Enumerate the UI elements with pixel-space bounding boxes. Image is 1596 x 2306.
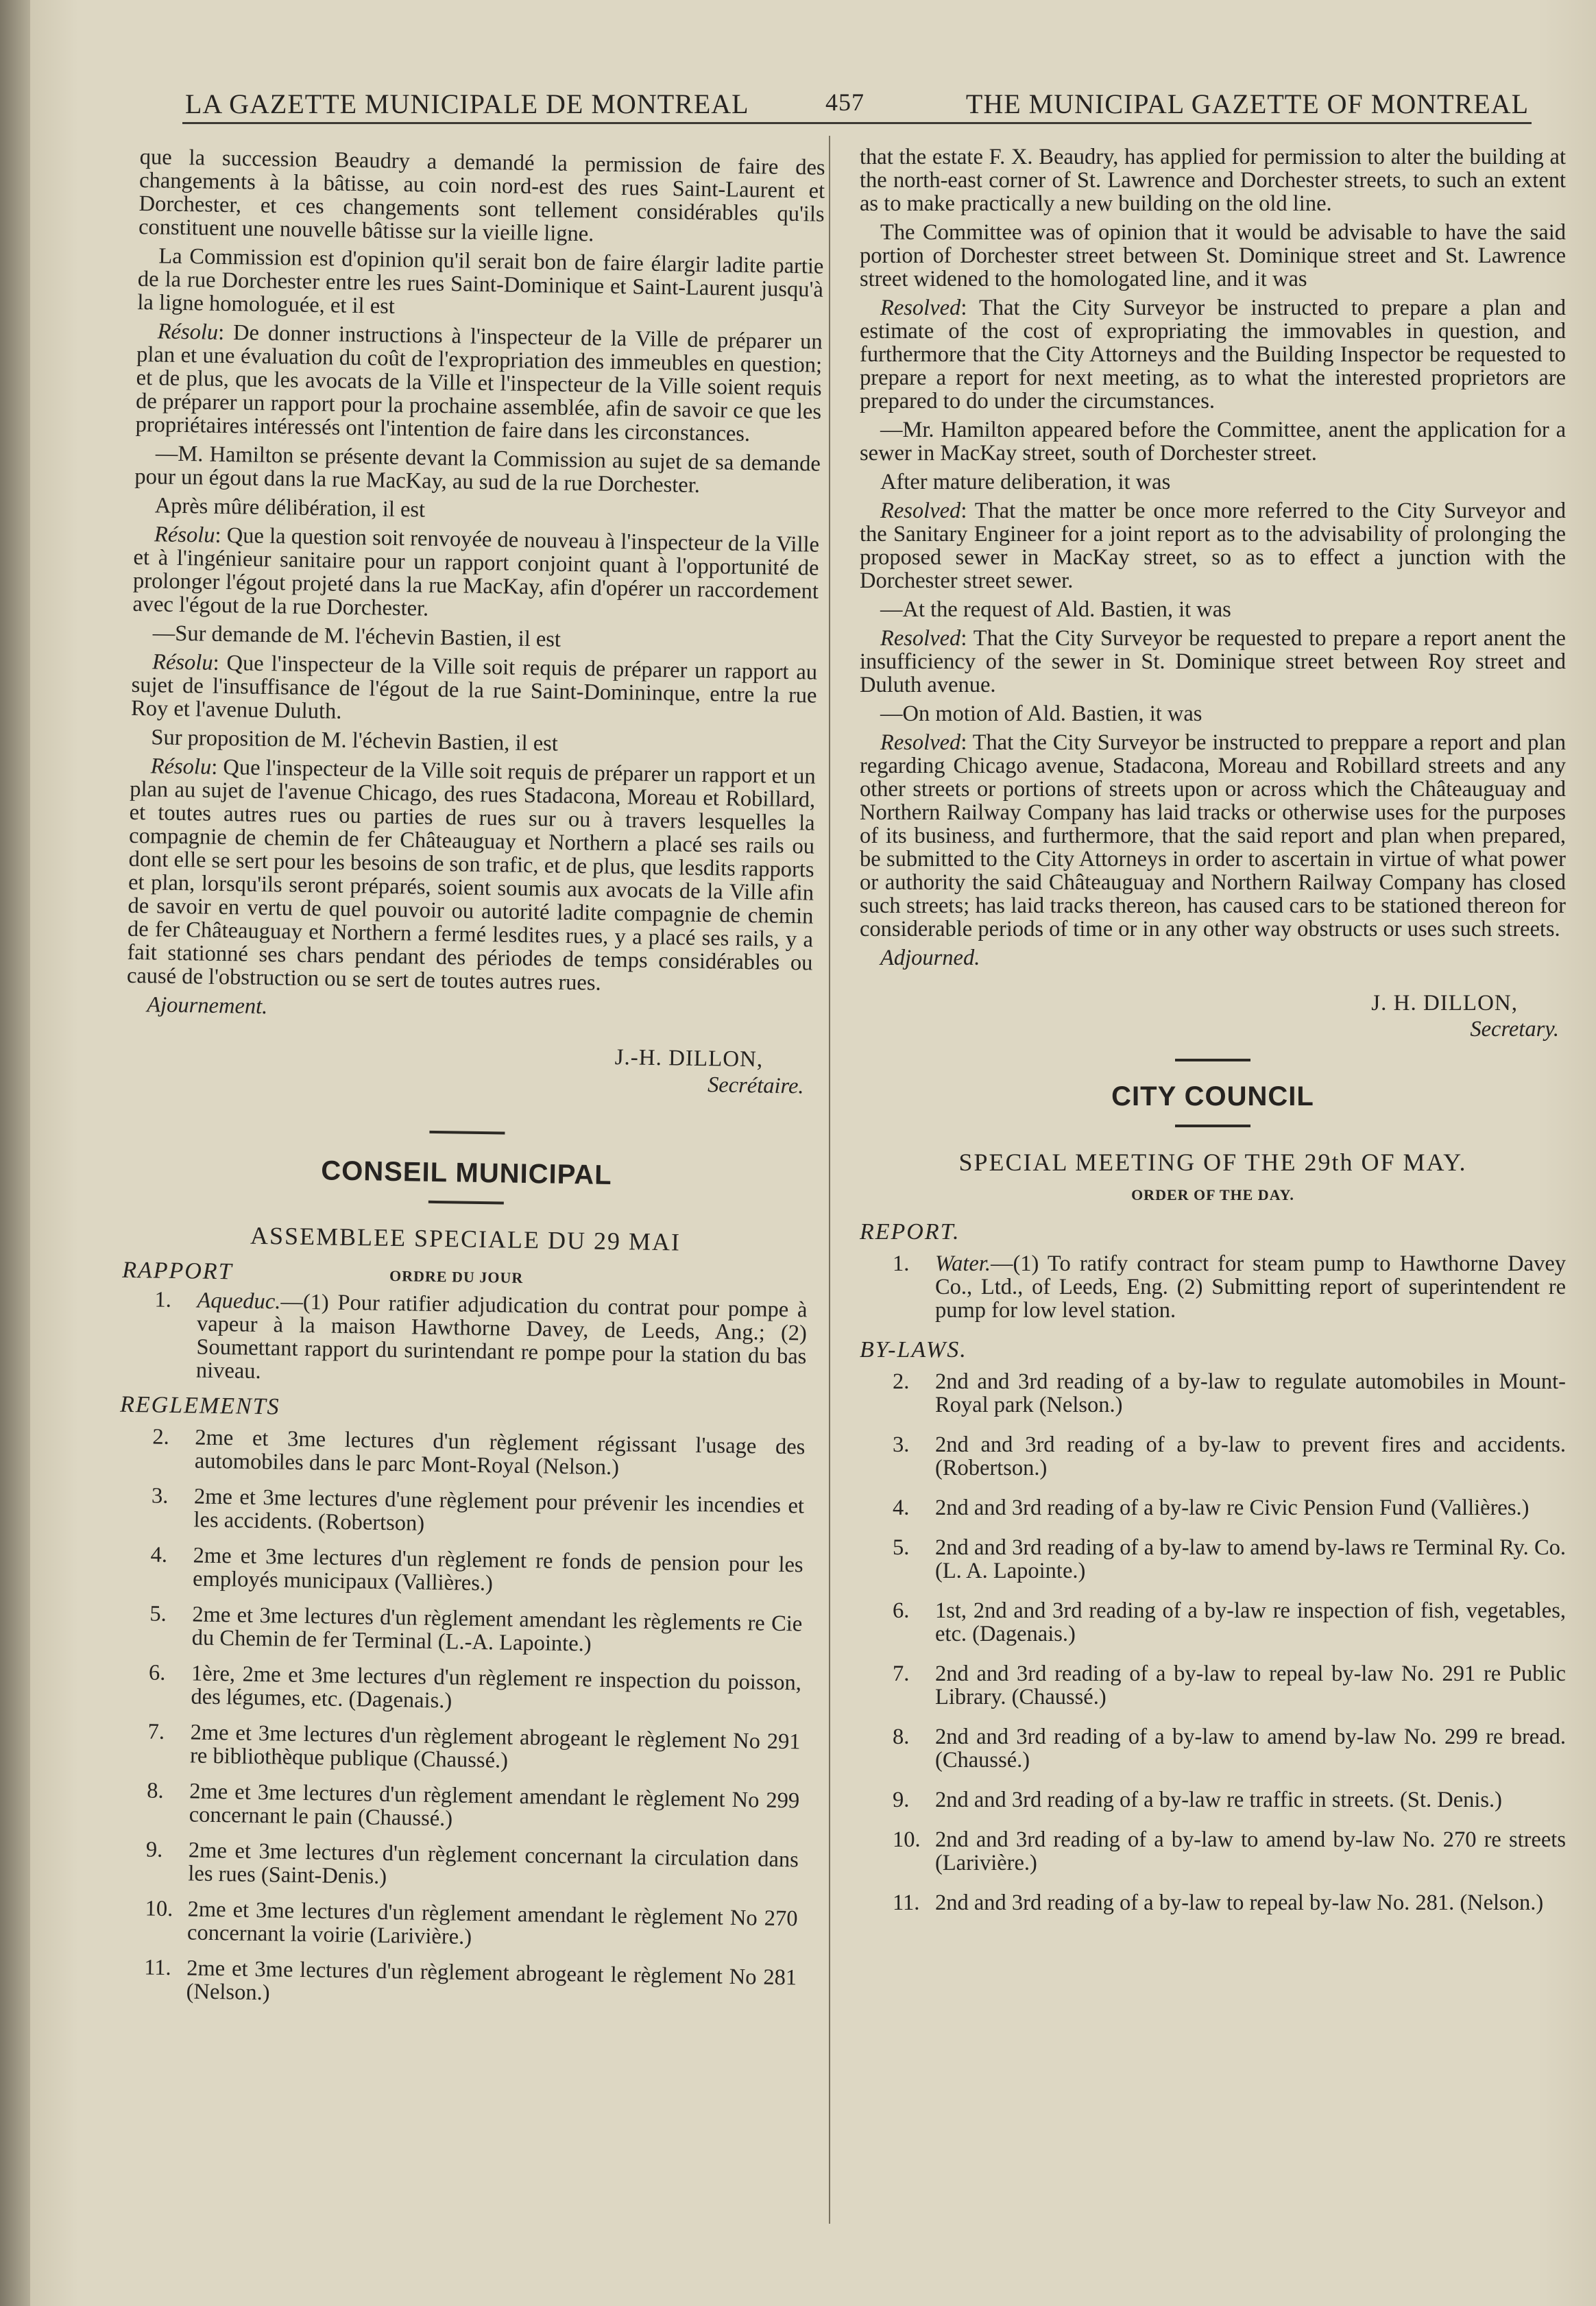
report-label: RAPPORT xyxy=(121,1257,233,1285)
bylaws-list xyxy=(860,1370,1566,1914)
order-of-day-label: ORDER OF THE DAY. xyxy=(1131,1186,1294,1203)
english-minutes xyxy=(860,145,1566,970)
bylaws-label: REGLEMENTS xyxy=(119,1391,280,1420)
list-item xyxy=(860,1496,1566,1520)
resolution xyxy=(860,627,1566,697)
list-item xyxy=(860,1828,1566,1875)
meeting-title: SPECIAL MEETING OF THE 29th OF MAY. xyxy=(958,1149,1467,1176)
paragraph: After mature deliberation, it was xyxy=(880,470,1171,494)
paragraph: —At the request of Ald. Bastien, it was xyxy=(880,597,1231,622)
paragraph: —On motion of Ald. Bastien, it was xyxy=(880,701,1202,726)
resolution-text: : That the City Surveyor be instructed to prepare a plan and estimate of the cost of expropriating the immovables in question, and furthermore that the City Attorneys and the Building Inspector be requested to prepare a report for next meeting, as to what the interested proprietors are prepared to do under the circumstances. xyxy=(860,296,1566,413)
item-label: Aqueduc. xyxy=(197,1288,281,1314)
list-item xyxy=(117,1543,803,1600)
list-item xyxy=(112,1897,798,1954)
item-text: 2me et 3me lectures d'un règlement concernant la circulation dans les rues (Saint-Denis.) xyxy=(188,1838,799,1889)
item-number: 11. xyxy=(893,1890,920,1915)
header-english-title: THE MUNICIPAL GAZETTE OF MONTREAL xyxy=(965,88,1529,119)
adjournment xyxy=(126,993,812,1027)
item-text: 2me et 3me lectures d'un règlement re fonds de pension pour les employés municipaux (Vallières.) xyxy=(192,1543,803,1596)
list-item xyxy=(118,1484,804,1541)
resolution-label: Resolved xyxy=(880,626,961,651)
item-text: 2nd and 3rd reading of a by-law to amend by-law No. 270 re streets (Larivière.) xyxy=(935,1827,1566,1875)
resolution xyxy=(131,650,817,731)
resolution-label: Résolu xyxy=(152,649,213,675)
book-spine-shadow xyxy=(0,0,30,2306)
item-text: —(1) To ratify contract for steam pump to Hawthorne Davey Co., Ltd., of Leeds, Eng. (2) Submitting report of superintendent re pump for low level station. xyxy=(935,1251,1566,1323)
item-text: 2nd and 3rd reading of a by-law to amend by-laws re Terminal Ry. Co. (L. A. Lapointe.) xyxy=(935,1535,1566,1583)
resolution xyxy=(860,731,1566,941)
section-rule xyxy=(1175,1059,1250,1061)
item-text: 2nd and 3rd reading of a by-law to prevent fires and accidents. (Robertson.) xyxy=(935,1432,1566,1480)
page-number: 457 xyxy=(825,88,864,116)
item-number: 8. xyxy=(147,1778,164,1803)
list-item xyxy=(860,1599,1566,1646)
list-item xyxy=(115,1661,801,1718)
paragraph: —Sur demande de M. l'échevin Bastien, il est xyxy=(152,621,561,652)
resolution-text: : That the matter be once more referred to the City Surveyor and the Sanitary Engineer for a joint report as to the advisability of prolonging the proposed sewer in MacKay street, so as to effect a junction with the Dorchester street sewer. xyxy=(860,499,1566,593)
item-number: 10. xyxy=(145,1896,173,1922)
resolution-text: : Que l'inspecteur de la Ville soit requis de préparer un rapport et un plan au sujet de l'avenue Chicago, des rues Stadacona, Moreau et Robillard, et toutes autres rues ou parties de rues sur ou à travers lesquelles la compagnie de chemin de fer Châteauguay et Northern a placé ses rails ou dont elle se sert pour les besoins de son trafic, et de plus, que lesdits rapports et plan, lorsqu'ils seront préparés, soient soumis aux avocats de la Ville afin de savoir en vertu de quel pouvoir ou autorité ladite compagnie de chemin de fer Châteauguay et Northern a fermé lesdites rues, y a placé ses rails, y a fait stationné ses chars pendant des périodes de temps considérables ou causé de l'obstruction ou se sert de toutes autres rues. xyxy=(126,754,816,996)
report-list xyxy=(121,1288,808,1392)
order-of-day-label: ORDRE DU JOUR xyxy=(389,1266,524,1286)
item-text: 2nd and 3rd reading of a by-law to regulate automobiles in Mount-Royal park (Nelson.) xyxy=(935,1369,1566,1417)
running-header xyxy=(185,88,1529,123)
item-number: 9. xyxy=(893,1788,910,1812)
item-text: 2nd and 3rd reading of a by-law re Civic Pension Fund (Vallières.) xyxy=(935,1496,1530,1520)
council-heading: CONSEIL MUNICIPAL xyxy=(320,1155,613,1191)
resolution-label: Résolu xyxy=(150,754,212,780)
item-number: 1. xyxy=(154,1287,172,1312)
item-text: 2me et 3me lectures d'un règlement amendant le règlement No 270 concernant la voirie (Larivière.) xyxy=(186,1897,798,1949)
french-minutes xyxy=(126,145,825,1027)
item-number: 5. xyxy=(893,1535,910,1560)
signatory-role: Secretary. xyxy=(1470,1017,1559,1042)
signatory-name: J. H. DILLON, xyxy=(1371,991,1518,1016)
list-item xyxy=(112,1838,799,1895)
paragraph: —M. Hamilton se présente devant la Commission au sujet de sa demande pour un égout dans la rue MacKay, au sud de la rue Dorchester. xyxy=(134,441,821,498)
list-item xyxy=(860,1252,1566,1322)
resolution-text: : Que l'inspecteur de la Ville soit requis de préparer un rapport au sujet de l'insuffisance de l'égout de la rue Saint-Domininque, entre la rue Roy et l'avenue Duluth. xyxy=(130,650,818,724)
item-number: 4. xyxy=(150,1542,168,1568)
item-text: 2me et 3me lectures d'un règlement abrogeant le règlement No 291 re bibliothèque publique (Chaussé.) xyxy=(189,1720,801,1773)
item-text: 2me et 3me lectures d'une règlement pour prévenir les incendies et les accidents. (Robertson) xyxy=(193,1484,805,1536)
resolution xyxy=(127,754,816,998)
adjournment-text: Ajournement. xyxy=(147,992,268,1020)
list-item xyxy=(117,1602,803,1659)
item-text: 1ère, 2me et 3me lectures d'un règlement re inspection du poisson, des légumes, etc. (Dagenais.) xyxy=(191,1661,802,1714)
item-number: 11. xyxy=(143,1955,171,1981)
list-item xyxy=(860,1891,1566,1914)
resolution-label: Résolu xyxy=(157,319,219,345)
item-text: 2me et 3me lectures d'un règlement abrogeant le règlement No 281 (Nelson.) xyxy=(186,1956,797,2006)
paragraph: that the estate F. X. Beaudry, has applied for permission to alter the building at the north-east corner of St. Lawrence and Dorchester streets, to such an extent as to make practically a new building on the old line. xyxy=(860,145,1566,216)
item-text: 2nd and 3rd reading of a by-law to amend by-law No. 299 re bread. (Chaussé.) xyxy=(935,1725,1566,1773)
gazette-page xyxy=(30,0,1596,2306)
resolution xyxy=(860,499,1566,592)
list-item xyxy=(121,1288,808,1392)
item-number: 4. xyxy=(893,1496,910,1520)
report-label: REPORT. xyxy=(860,1219,960,1245)
paragraph: que la succession Beaudry a demandé la permission de faire des changements à la bâtisse, au coin nord-est des rues Saint-Laurent et Dorchester, et ces changements sont tellement considérables qu'ils constituent une nouvelle bâtisse sur la vieille ligne. xyxy=(138,145,825,247)
list-item xyxy=(110,1956,797,2013)
item-text: 2me et 3me lectures d'un règlement amendant le règlement No 299 concernant le pain (Chaussé.) xyxy=(189,1779,800,1831)
section-rule xyxy=(429,1131,505,1135)
section-rule xyxy=(428,1201,504,1205)
paragraph: Sur proposition de M. l'échevin Bastien, il est xyxy=(151,725,559,756)
signature-block xyxy=(125,1037,811,1100)
resolution-label: Resolved xyxy=(880,499,961,523)
resolution xyxy=(135,320,823,447)
header-rule xyxy=(182,122,1532,124)
resolution xyxy=(860,296,1566,413)
item-number: 2. xyxy=(152,1424,170,1450)
column-divider xyxy=(829,136,830,2224)
item-number: 9. xyxy=(145,1837,163,1862)
french-column xyxy=(110,145,825,2025)
item-number: 7. xyxy=(147,1719,165,1744)
signature-block xyxy=(860,990,1566,1042)
item-label: Water. xyxy=(935,1251,991,1276)
bylaws-label: BY-LAWS. xyxy=(860,1337,967,1362)
list-item xyxy=(119,1425,806,1482)
meeting-title: ASSEMBLEE SPECIALE DU 29 MAI xyxy=(250,1221,681,1256)
signatory-role: Secrétaire. xyxy=(707,1072,804,1099)
item-text: 2nd and 3rd reading of a by-law to repeal by-law No. 291 re Public Library. (Chaussé.) xyxy=(935,1661,1566,1709)
item-number: 6. xyxy=(148,1660,166,1685)
paragraph: La Commission est d'opinion qu'il serait bon de faire élargir ladite partie de la rue Dorchester entre les rues Saint-Dominique et Saint-Laurent jusqu'à la ligne homologuée, et il est xyxy=(137,243,824,319)
section-rule xyxy=(1175,1125,1250,1127)
list-item xyxy=(860,1788,1566,1812)
list-item xyxy=(114,1779,800,1836)
council-heading: CITY COUNCIL xyxy=(1111,1081,1314,1112)
english-column xyxy=(860,145,1566,1931)
header-french-title: LA GAZETTE MUNICIPALE DE MONTREAL xyxy=(185,88,749,119)
item-number: 3. xyxy=(893,1432,910,1457)
resolution-label: Resolved xyxy=(880,296,961,320)
list-item xyxy=(860,1725,1566,1772)
list-item xyxy=(860,1370,1566,1417)
item-number: 5. xyxy=(149,1601,167,1626)
item-number: 7. xyxy=(893,1661,910,1686)
item-number: 1. xyxy=(893,1251,910,1276)
item-text: 1st, 2nd and 3rd reading of a by-law re inspection of fish, vegetables, etc. (Dagenais.) xyxy=(935,1598,1566,1646)
report-list xyxy=(860,1252,1566,1322)
item-number: 8. xyxy=(893,1725,910,1749)
item-text: 2me et 3me lectures d'un règlement régissant l'usage des automobiles dans le parc Mont-Royal (Nelson.) xyxy=(194,1425,806,1480)
item-number: 6. xyxy=(893,1598,910,1623)
list-item xyxy=(114,1720,801,1777)
resolution xyxy=(132,523,819,627)
list-item xyxy=(860,1433,1566,1480)
bylaws-list xyxy=(110,1425,805,2013)
paragraph: Après mûre délibération, il est xyxy=(154,493,426,523)
item-text: 2nd and 3rd reading of a by-law re traffic in streets. (St. Denis.) xyxy=(935,1788,1502,1812)
item-number: 3. xyxy=(151,1483,169,1509)
adjournment-text: Adjourned. xyxy=(880,946,980,970)
resolution-text: : De donner instructions à l'inspecteur de la Ville de préparer un plan et une évaluation du coût de l'expropriation des immeubles en question; et de plus, que les avocats de la Ville et l'inspecteur de la Ville soient requis de préparer un rapport pour la prochaine assemblée, afin de savoir ce que les propriétaires intéressés ont l'intention de faire dans les circonstances. xyxy=(135,320,823,447)
adjournment xyxy=(860,946,1566,970)
list-item xyxy=(860,1662,1566,1709)
item-text: —(1) Pour ratifier adjudication du contrat pour pompe à vapeur à la maison Hawthorne Davey, de Leeds, Ang.; (2) Soumettant rapport du surintendant re pompe pour la station du bas niveau. xyxy=(195,1289,808,1384)
resolution-label: Resolved xyxy=(880,730,961,755)
signatory-name: J.-H. DILLON, xyxy=(614,1045,764,1072)
resolution-text: : That the City Surveyor be requested to prepare a report anent the insufficiency of the sewer in St. Dominique street between Roy street and Duluth avenue. xyxy=(860,626,1566,697)
list-item xyxy=(860,1536,1566,1583)
resolution-text: : That the City Surveyor be instructed to preppare a report and plan regarding Chicago avenue, Stadacona, Moreau and Robillard streets and any other streets or portions of streets upon or across which the Châteauguay and Northern Railway Company has laid tracks or otherwise uses for the purposes of its business, and furthermore, that the said report and plan when prepared, be submitted to the City Attorneys in order to ascertain in virtue of what power or authority the said Châteauguay and Northern Railway Company has closed such streets; has laid tracks thereon, has caused cars to be stationed thereon for considerable periods of time or in any other way obstructs or uses such streets. xyxy=(860,730,1566,941)
item-number: 10. xyxy=(893,1827,921,1852)
item-text: 2me et 3me lectures d'un règlement amendant les règlements re Cie du Chemin de fer Terminal (L.-A. Lapointe.) xyxy=(191,1602,803,1657)
paragraph: —Mr. Hamilton appeared before the Committee, anent the application for a sewer in MacKay street, south of Dorchester street. xyxy=(860,418,1566,466)
item-text: 2nd and 3rd reading of a by-law to repeal by-law No. 281. (Nelson.) xyxy=(935,1890,1544,1915)
paragraph: The Committee was of opinion that it would be advisable to have the said portion of Dorchester street between St. Dominique street and St. Lawrence street widened to the homologated line, and it was xyxy=(860,220,1566,291)
item-number: 2. xyxy=(893,1369,910,1394)
resolution-text: : Que la question soit renvoyée de nouveau à l'inspecteur de la Ville et à l'ingénieur sanitaire pour un rapport conjoint quant à l'opportunité de prolonger l'égout projeté dans la rue MacKay, afin d'opérer un raccordement avec l'égout de la rue Dorchester. xyxy=(132,523,820,621)
resolution-label: Résolu xyxy=(154,522,215,548)
